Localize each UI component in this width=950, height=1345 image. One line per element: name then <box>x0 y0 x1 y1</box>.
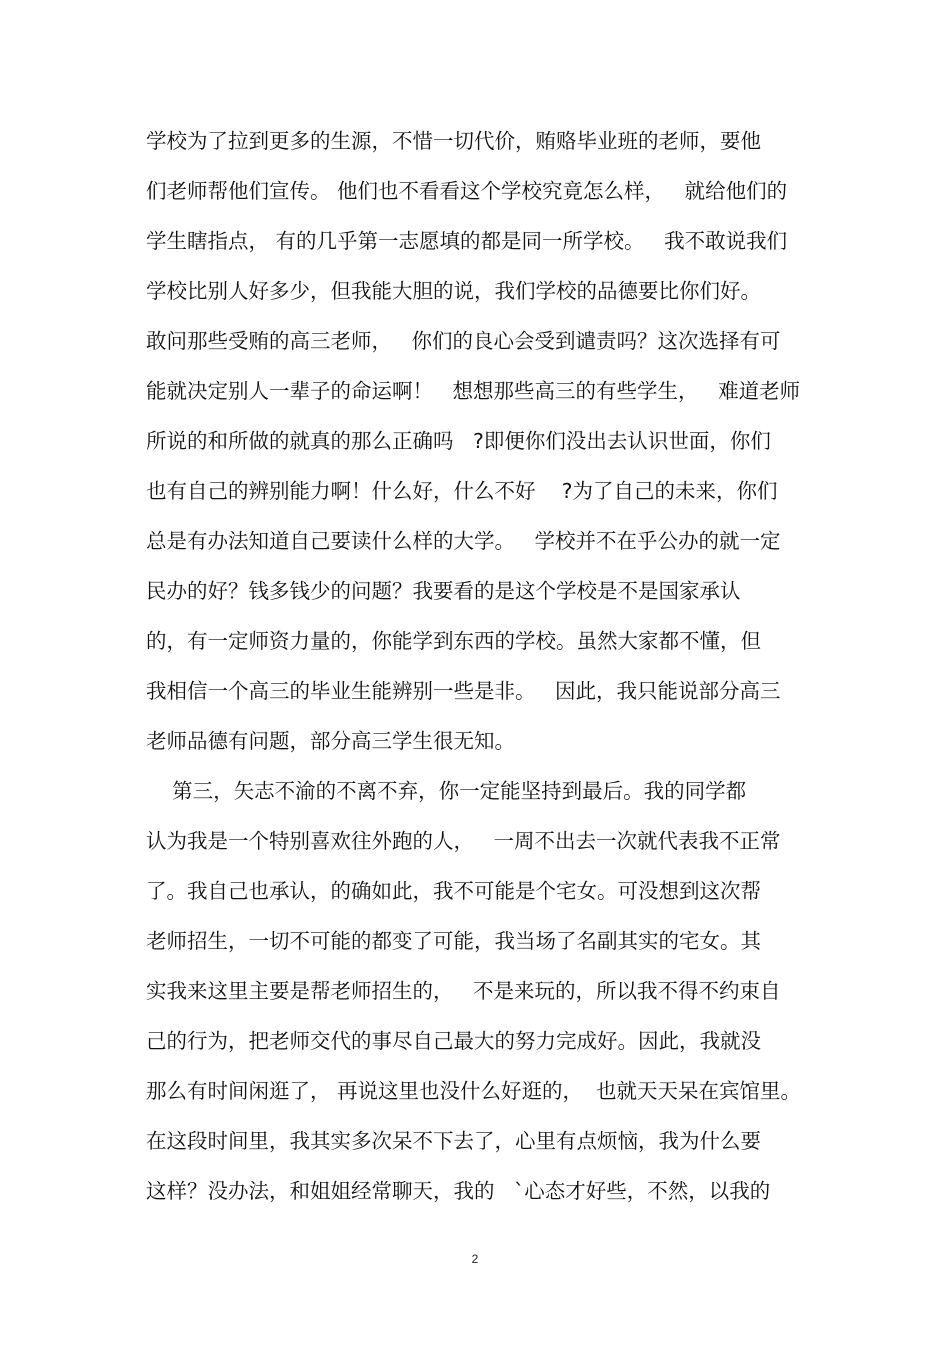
text-line: 们老师帮他们宣传。 他们也不看看这个学校究竟怎么样， 就给他们的 <box>146 179 788 203</box>
text-line: 老师品德有问题，部分高三学生很无知。 <box>146 729 515 753</box>
text-line: 学生瞎指点， 有的几乎第一志愿填的都是同一所学校。 我不敢说我们 <box>146 229 788 253</box>
text-line: 民办的好？钱多钱少的问题？我要看的是这个学校是不是国家承认 <box>146 579 741 603</box>
text-line: 能就决定别人一辈子的命运啊！ 想想那些高三的有些学生， 难道老师 <box>146 379 801 403</box>
text-line: 在这段时间里，我其实多次呆不下去了，心里有点烦恼，我为什么要 <box>146 1129 761 1153</box>
page-number: 2 <box>471 1252 479 1266</box>
text-line: 我相信一个高三的毕业生能辨别一些是非。 因此，我只能说部分高三 <box>146 679 781 703</box>
text-line: 实我来这里主要是帮老师招生的， 不是来玩的，所以我不得不约束自 <box>146 979 781 1003</box>
text-line: 总是有办法知道自己要读什么样的大学。 学校并不在乎公办的就一定 <box>146 529 781 553</box>
paragraph-start-line: 第三，矢志不渝的不离不弃，你一定能坚持到最后。我的同学都 <box>146 779 747 803</box>
text-line: 那么有时间闲逛了， 再说这里也没什么好逛的， 也就天天呆在宾馆里。 <box>146 1079 802 1103</box>
text-line: 所说的和所做的就真的那么正确吗 ?即便你们没出去认识世面，你们 <box>146 429 771 453</box>
text-line: 敢问那些受贿的高三老师， 你们的良心会受到谴责吗？这次选择有可 <box>146 329 781 353</box>
text-line: 老师招生，一切不可能的都变了可能，我当场了名副其实的宅女。其 <box>146 929 761 953</box>
text-line: 己的行为，把老师交代的事尽自己最大的努力完成好。因此，我就没 <box>146 1029 761 1053</box>
text-line: 这样？没办法，和姐姐经常聊天，我的 `心态才好些，不然，以我的 <box>146 1179 771 1203</box>
text-line: 的，有一定师资力量的，你能学到东西的学校。虽然大家都不懂，但 <box>146 629 761 653</box>
text-line: 认为我是一个特别喜欢往外跑的人， 一周不出去一次就代表我不正常 <box>146 829 781 853</box>
text-line: 学校比别人好多少，但我能大胆的说，我们学校的品德要比你们好。 <box>146 279 761 303</box>
text-line: 学校为了拉到更多的生源，不惜一切代价，贿赂毕业班的老师，要他 <box>146 129 761 153</box>
text-line: 也有自己的辨别能力啊！什么好，什么不好 ?为了自己的未来，你们 <box>146 479 778 503</box>
text-line: 了。我自己也承认，的确如此，我不可能是个宅女。可没想到这次帮 <box>146 879 761 903</box>
